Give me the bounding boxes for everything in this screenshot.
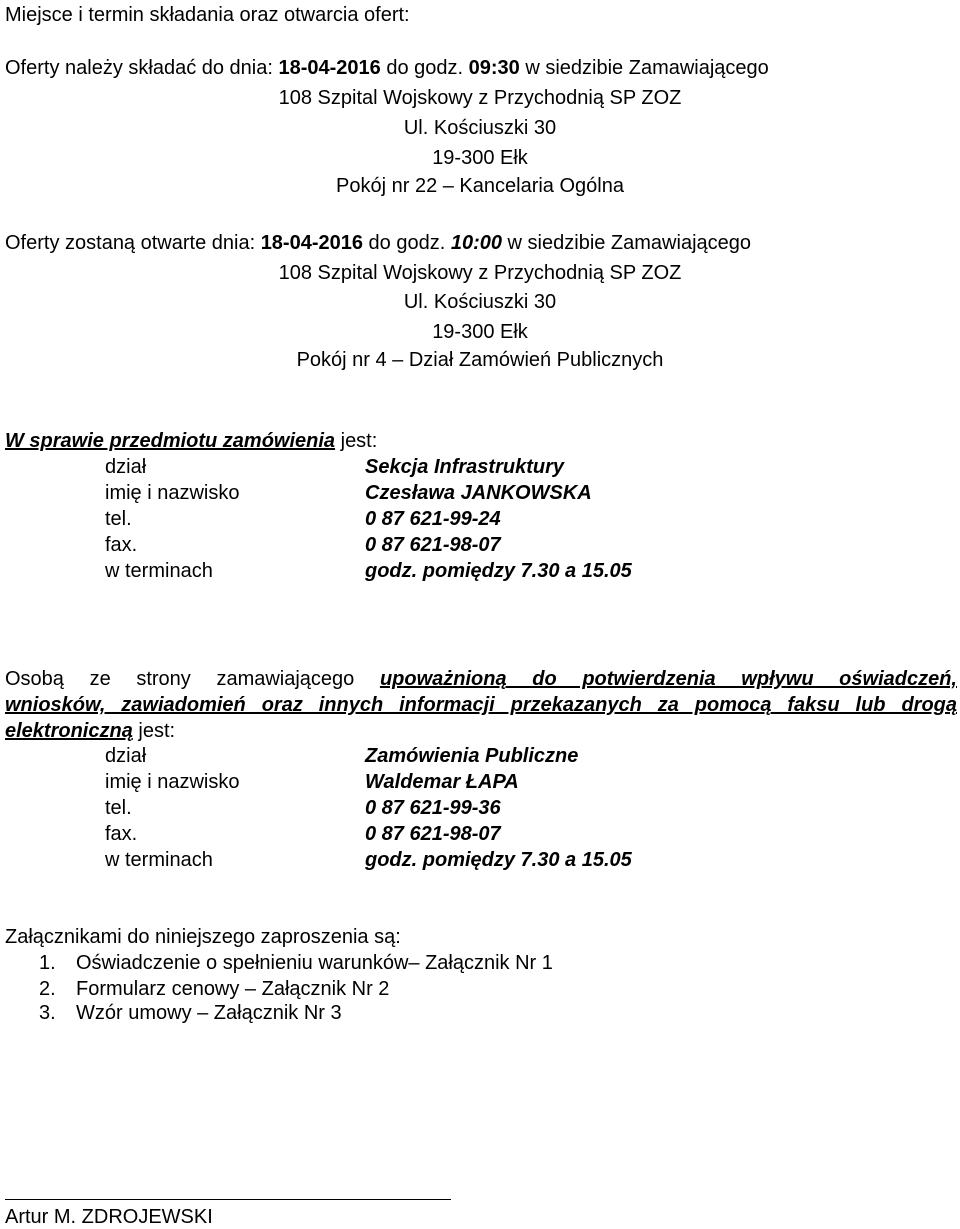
- contact2-hours-label: w terminach: [105, 849, 213, 871]
- contact1-fax-label: fax.: [105, 534, 138, 556]
- contact1-hours-value: godz. pomiędzy 7.30 a 15.05: [365, 560, 632, 582]
- submission-time: 09:30: [468, 57, 520, 79]
- submission-address-line-2: Ul. Kościuszki 30: [403, 117, 557, 139]
- attachments-heading: Załącznikami do niniejszego zaproszenia są:: [5, 926, 401, 948]
- opening-prefix: Oferty zostaną otwarte dnia:: [5, 232, 261, 254]
- signature-line: [5, 1199, 451, 1200]
- contact1-dept-label: dział: [105, 456, 147, 478]
- attachment-number-2: 2.: [39, 978, 56, 1000]
- opening-time: 10:00: [450, 232, 502, 254]
- contact2-fax-label: fax.: [105, 823, 138, 845]
- signature-name: Artur M. ZDROJEWSKI: [5, 1206, 213, 1228]
- contact1-tel-value: 0 87 621-99-24: [365, 508, 501, 530]
- submission-deadline-line: [5, 56, 769, 80]
- contact1-tel-label: tel.: [105, 508, 132, 530]
- opening-address-line-4: Pokój nr 4 – Dział Zamówień Publicznych: [296, 349, 664, 371]
- contact1-heading-line: [5, 429, 377, 453]
- contact1-hours-label: w terminach: [105, 560, 213, 582]
- submission-address-line-1: 108 Szpital Wojskowy z Przychodnią SP ZOZ: [278, 87, 682, 109]
- opening-mid: do godz.: [363, 232, 451, 254]
- submission-suffix: w siedzibie Zamawiającego: [519, 57, 769, 79]
- opening-date: 18-04-2016: [260, 232, 363, 254]
- contact1-heading: W sprawie przedmiotu zamówienia: [5, 430, 336, 452]
- contact2-intro-line-3: [5, 719, 175, 743]
- attachment-number-3: 3.: [39, 1002, 56, 1024]
- contact2-dept-label: dział: [105, 745, 147, 767]
- submission-address-line-4: Pokój nr 22 – Kancelaria Ogólna: [336, 175, 624, 197]
- contact2-hours-value: godz. pomiędzy 7.30 a 15.05: [365, 849, 632, 871]
- contact2-name-value: Waldemar ŁAPA: [365, 771, 519, 793]
- contact1-fax-value: 0 87 621-98-07: [365, 534, 501, 556]
- contact1-name-value: Czesława JANKOWSKA: [365, 482, 592, 504]
- contact2-suffix: jest:: [132, 720, 176, 742]
- attachment-number-1: 1.: [39, 952, 56, 974]
- contact2-tel-value: 0 87 621-99-36: [365, 797, 501, 819]
- contact2-tel-label: tel.: [105, 797, 132, 819]
- contact1-dept-value: Sekcja Infrastruktury: [365, 456, 564, 478]
- opening-suffix: w siedzibie Zamawiającego: [502, 232, 752, 254]
- contact2-name-label: imię i nazwisko: [105, 771, 240, 793]
- section-title: Miejsce i termin składania oraz otwarcia ofert:: [5, 4, 410, 26]
- contact2-intro: Osobą ze strony zamawiającego: [5, 668, 380, 690]
- opening-address-line-3: 19-300 Ełk: [432, 321, 528, 343]
- attachment-item-3: Wzór umowy – Załącznik Nr 3: [76, 1002, 342, 1024]
- submission-address-line-3: 19-300 Ełk: [432, 147, 528, 169]
- contact2-emph-2: wniosków, zawiadomień oraz innych informacji przekazanych za pomocą faksu lub drogą: [5, 694, 957, 716]
- contact2-fax-value: 0 87 621-98-07: [365, 823, 501, 845]
- opening-date-line: [5, 231, 751, 255]
- attachment-item-1: Oświadczenie o spełnieniu warunków– Załącznik Nr 1: [76, 952, 553, 974]
- submission-mid: do godz.: [380, 57, 469, 79]
- opening-address-line-1: 108 Szpital Wojskowy z Przychodnią SP ZOZ: [278, 262, 682, 284]
- submission-prefix: Oferty należy składać do dnia:: [5, 57, 279, 79]
- opening-address-line-2: Ul. Kościuszki 30: [403, 291, 557, 313]
- contact2-emph-1: upoważnioną do potwierdzenia wpływu oświadczeń,: [379, 668, 957, 690]
- attachment-item-2: Formularz cenowy – Załącznik Nr 2: [76, 978, 390, 1000]
- submission-date: 18-04-2016: [278, 57, 381, 79]
- contact2-dept-value: Zamówienia Publiczne: [365, 745, 579, 767]
- contact2-intro-line-1: [5, 667, 957, 691]
- contact1-name-label: imię i nazwisko: [105, 482, 240, 504]
- contact2-emph-3: elektroniczną: [5, 720, 133, 742]
- contact1-heading-suffix: jest:: [335, 430, 378, 452]
